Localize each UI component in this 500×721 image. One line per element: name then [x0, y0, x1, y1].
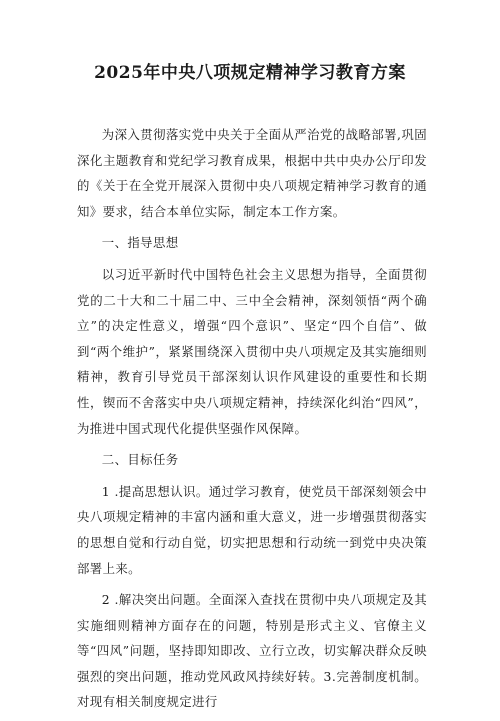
guiding-ideology-paragraph: 以习近平新时代中国特色社会主义思想为指导，全面贯彻党的二十大和二十届二中、三中全会精神，深刻领悟“两个确立”的决定性意义，增强“四个意识”、坚定“四个自信”、做到“两个维护”，紧紧围绕深入贯彻中央八项规定及其实施细则精神，教育引导党员干部深刻认识作风建设的重要性和长期性，锲而不舍落实中央八项规定精神，持续深化纠治“四风”，为推进中国式现代化提供坚强作风保障。: [77, 266, 427, 436]
goal-item-1: 1 .提高思想认识。通过学习教育，使党员干部深刻领会中央八项规定精神的丰富内涵和重大意义，进一步增强贯彻落实的思想自觉和行动自觉，切实把思想和行动统一到党中央决策部署上来。: [77, 483, 427, 576]
goal-item-2: 2 .解决突出问题。全面深入查找在贯彻中央八项规定及其实施细则精神方面存在的问题，特别是形式主义、官僚主义等“四风”问题，坚持即知即改、立行立改，切实解决群众反映强烈的突出问题，推动党风政风持续好转。3.完善制度机制。对现有相关制度规定进行: [77, 592, 427, 710]
section-heading-guiding-ideology: 一、指导思想: [101, 235, 179, 251]
intro-paragraph: 为深入贯彻落实党中央关于全面从严治党的战略部署,巩固深化主题教育和党纪学习教育成果，根据中共中央办公厅印发的《关于在全党开展深入贯彻中央八项规定精神学习教育的通知》要求，结合本单位实际，制定本工作方案。: [77, 127, 427, 219]
document-body: [77, 122, 427, 721]
section-heading-goals-tasks: 二、目标任务: [101, 452, 179, 468]
document-title: 2025年中央八项规定精神学习教育方案: [94, 63, 406, 83]
